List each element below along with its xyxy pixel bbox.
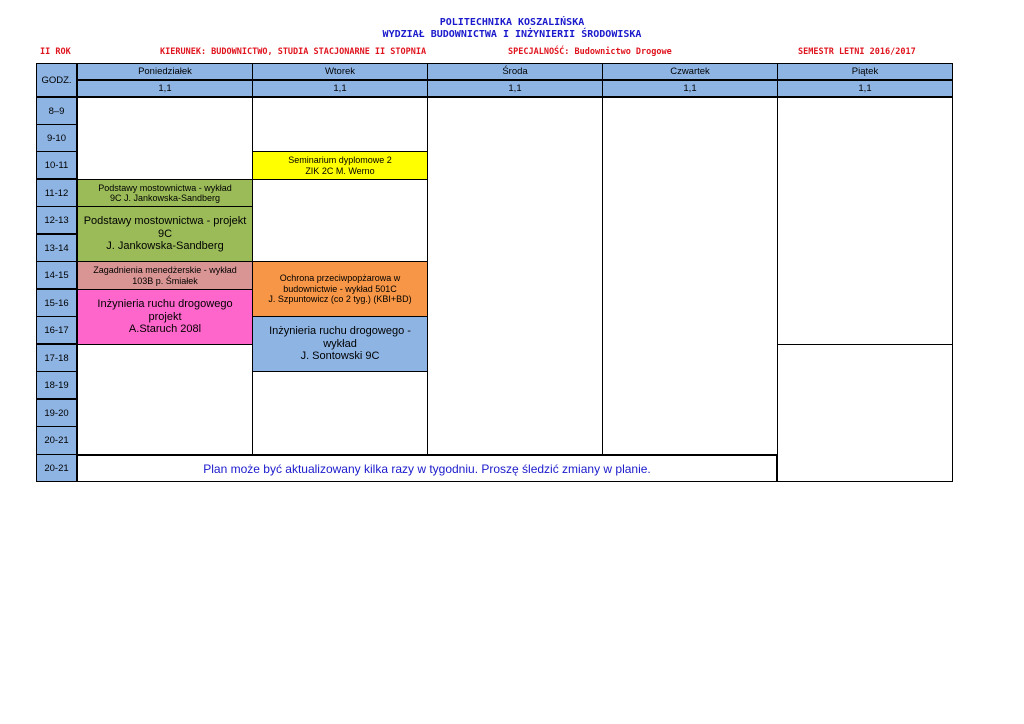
empty-slot bbox=[777, 344, 953, 482]
event-zagadnienia-menedzerskie[interactable]: Zagadnienia menedżerskie - wykład 103B p. Śmiałek bbox=[77, 261, 253, 290]
group-wednesday: 1,1 bbox=[427, 80, 603, 97]
group-tuesday: 1,1 bbox=[252, 80, 428, 97]
empty-slot bbox=[252, 97, 428, 152]
day-header-friday: Piątek bbox=[777, 63, 953, 80]
semestr-label: SEMESTR LETNI 2016/2017 bbox=[798, 47, 916, 57]
godz-header: GODZ. bbox=[36, 63, 77, 97]
empty-column-wednesday bbox=[427, 97, 603, 455]
event-podstawy-mostownictwa-wyklad[interactable]: Podstawy mostownictwa - wykład 9C J. Jankowska-Sandberg bbox=[77, 179, 253, 207]
hour-cell: 8–9 bbox=[36, 97, 77, 125]
day-header-wednesday: Środa bbox=[427, 63, 603, 80]
group-monday: 1,1 bbox=[77, 80, 253, 97]
hour-cell: 20-21 bbox=[36, 426, 77, 455]
event-inzynieria-ruchu-projekt[interactable]: Inżynieria ruchu drogowego projekt A.Staruch 208l bbox=[77, 289, 253, 345]
day-header-thursday: Czwartek bbox=[602, 63, 778, 80]
empty-slot bbox=[77, 97, 253, 180]
hour-cell: 10-11 bbox=[36, 151, 77, 179]
hour-cell: 15-16 bbox=[36, 289, 77, 317]
event-seminarium-dyplomowe[interactable]: Seminarium dyplomowe 2 ZIK 2C M. Werno bbox=[252, 151, 428, 180]
event-inzynieria-ruchu-wyklad[interactable]: Inżynieria ruchu drogowego - wykład J. Sontowski 9C bbox=[252, 316, 428, 372]
hour-cell: 17-18 bbox=[36, 344, 77, 372]
empty-slot bbox=[77, 344, 253, 455]
empty-slot bbox=[252, 179, 428, 262]
hour-cell: 12-13 bbox=[36, 206, 77, 234]
hour-cell: 9-10 bbox=[36, 124, 77, 152]
empty-slot bbox=[777, 97, 953, 345]
day-header-monday: Poniedziałek bbox=[77, 63, 253, 80]
group-friday: 1,1 bbox=[777, 80, 953, 97]
hour-cell: 11-12 bbox=[36, 179, 77, 207]
hour-cell: 13-14 bbox=[36, 234, 77, 262]
hour-cell: 19-20 bbox=[36, 399, 77, 427]
event-podstawy-mostownictwa-projekt[interactable]: Podstawy mostownictwa - projekt 9C J. Jankowska-Sandberg bbox=[77, 206, 253, 262]
empty-slot bbox=[252, 371, 428, 455]
faculty-name: WYDZIAŁ BUDOWNICTWA I INŻYNIERII ŚRODOWISKA bbox=[382, 29, 642, 40]
day-header-tuesday: Wtorek bbox=[252, 63, 428, 80]
university-name: POLITECHNIKA KOSZALIŃSKA bbox=[439, 17, 585, 28]
group-thursday: 1,1 bbox=[602, 80, 778, 97]
specjalnosc-label: SPECJALNOŚĆ: Budownictwo Drogowe bbox=[508, 47, 672, 57]
event-ochrona-przeciwpozarowa[interactable]: Ochrona przeciwpopżarowa w budownictwie - wykład 501C J. Szpuntowicz (co 2 tyg.) (KBI+BD) bbox=[252, 261, 428, 317]
hour-cell: 16-17 bbox=[36, 316, 77, 344]
hour-cell: 14-15 bbox=[36, 261, 77, 289]
year-label: II ROK bbox=[40, 47, 71, 57]
kierunek-label: KIERUNEK: BUDOWNICTWO, STUDIA STACJONARNE II STOPNIA bbox=[160, 47, 427, 57]
empty-column-thursday bbox=[602, 97, 778, 455]
update-note: Plan może być aktualizowany kilka razy w tygodniu. Proszę śledzić zmiany w planie. bbox=[77, 455, 777, 482]
hour-cell: 18-19 bbox=[36, 371, 77, 399]
hour-cell: 20-21 bbox=[36, 454, 77, 482]
